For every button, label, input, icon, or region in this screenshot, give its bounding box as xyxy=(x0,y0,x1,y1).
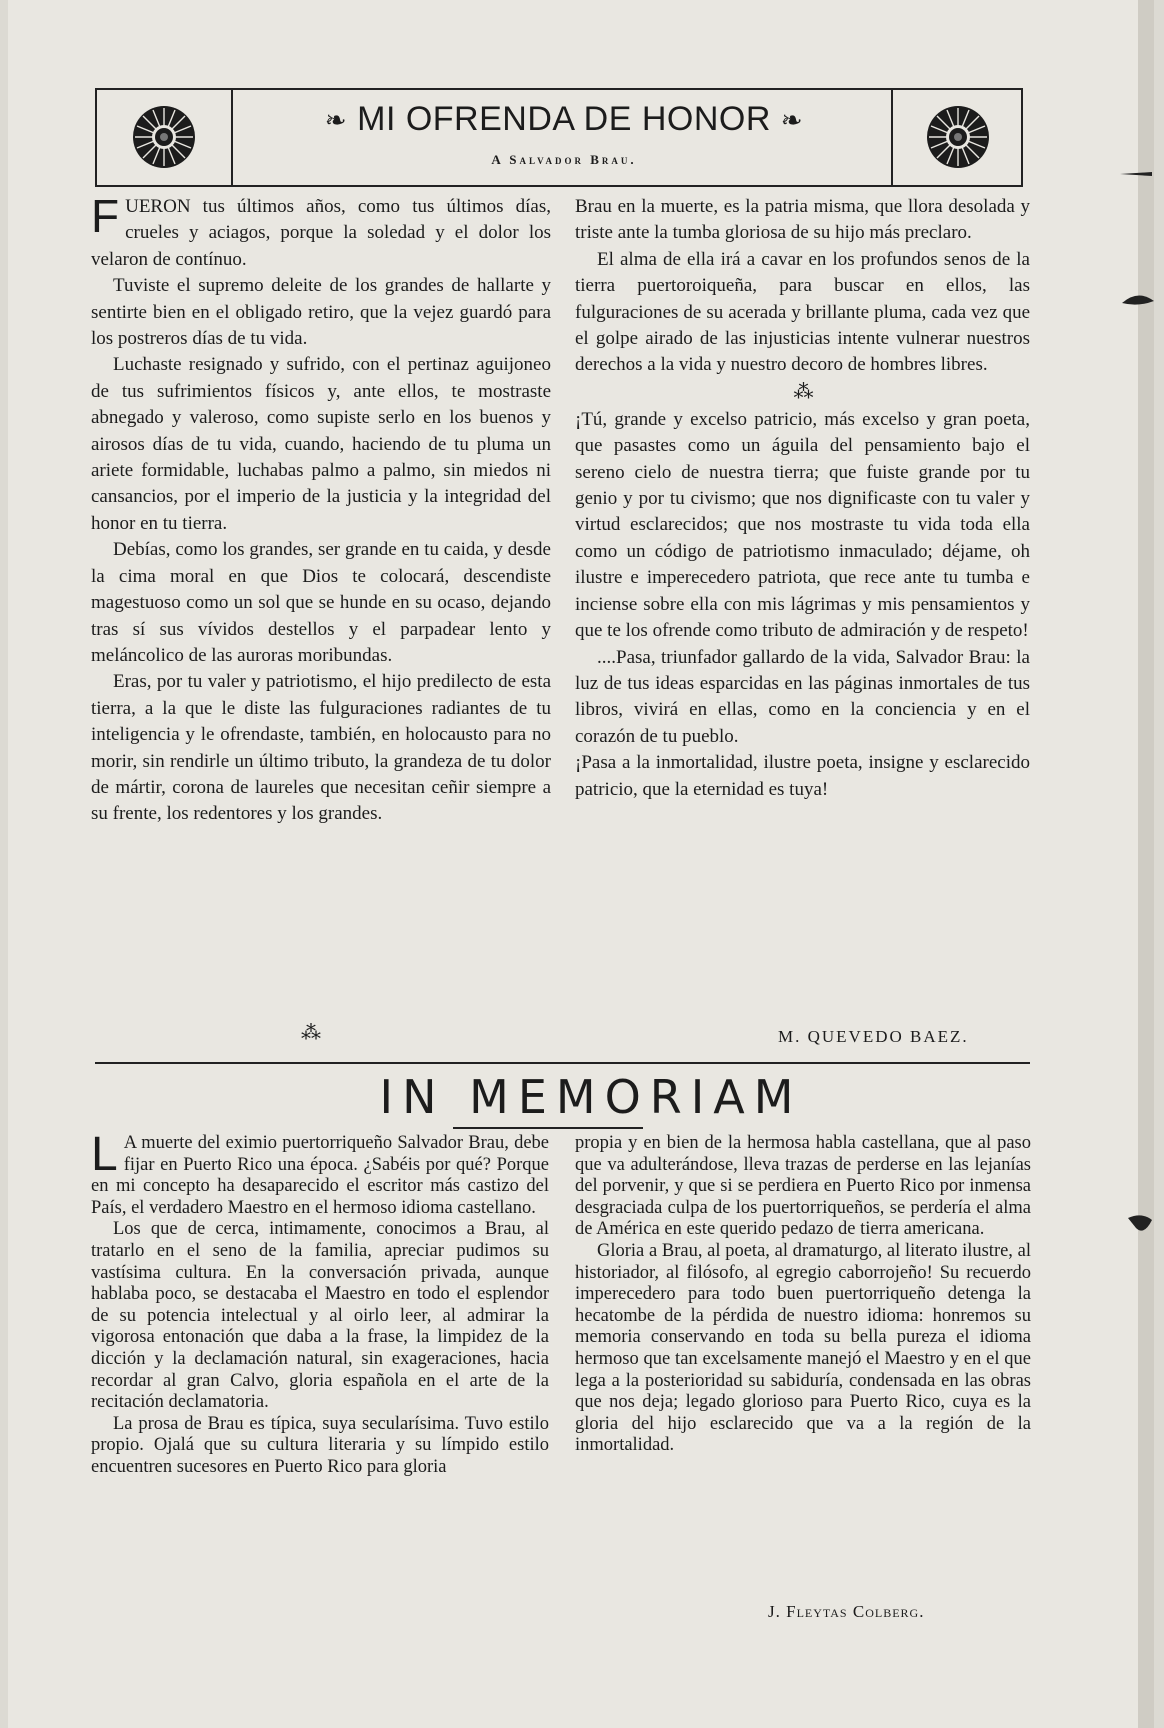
rosette-icon xyxy=(923,102,993,172)
paragraph: Los que de cerca, intimamente, conocimos a Brau, al tratarlo en el seno de la familia, apreciar pudimos su vastísima cultura. En la conversación privada, aunque hablaba poco, se destacaba el Maestro en todo el esplendor de su potencia intelectual y al oirlo leer, al admirar la vigorosa entonación que daba a la frase, la limpidez de la dicción y la declamación natural, sin exageraciones, hacia recordar al gran Calvo, gloria española en el arte de la recitación declamatoria. xyxy=(91,1219,549,1413)
article-header xyxy=(95,88,1023,187)
section-divider xyxy=(95,1062,1030,1064)
asterism: ⁂ xyxy=(793,380,812,403)
paragraph: Tuviste el supremo deleite de los grandes de hallarte y sentirte bien en el obligado retiro, que la vejez guardó para los postreros días de tu vida. xyxy=(91,275,551,350)
paragraph: Eras, por tu valer y patriotismo, el hijo predilecto de esta tierra, a la que le diste las fulguraciones radiantes de tu inteligencia y le ofrendaste, también, en holocausto para no morir, sin rendirle un último tributo, la grandeza de tu dolor de mártir, corona de laureles que necesitan ceñir siempre a su frente, los redentores y los grandes. xyxy=(91,671,551,825)
header-left-panel xyxy=(97,90,233,185)
paragraph: Luchaste resignado y sufrido, con el pertinaz aguijoneo de tus sufrimientos físicos y, ante ellos, te mostraste abnegado y valeroso, como supiste serlo en los buenos y airosos días de tu vida, cuando, haciendo de tu pluma un ariete formidable, luchabas palmo a palmo, sin miedos ni cansancios, por el imperio de la justicia y la integridad del honor en tu tierra. xyxy=(91,354,551,534)
paragraph: ....Pasa, triunfador gallardo de la vida, Salvador Brau: la luz de tus ideas esparcidas en las páginas inmortales de tus libros, vivirá en ellas, como en la conciencia y en el corazón de tu pueblo. xyxy=(575,646,1030,747)
paragraph: Brau en la muerte, es la patria misma, que llora desolada y triste ante la tumba gloriosa de su hijo más preclaro. xyxy=(575,196,1030,244)
article-dedication: A Salvador Brau. xyxy=(491,152,637,167)
binding-mark-icon xyxy=(1120,285,1154,315)
rosette-icon xyxy=(129,102,199,172)
page-edge xyxy=(1138,0,1154,1728)
memoriam-title: IN MEMORIAM xyxy=(379,1070,803,1124)
fleuron-icon: ❧ xyxy=(324,106,348,137)
article2-column-left xyxy=(91,1128,549,1479)
paragraph: FUERON tus últimos años, como tus últimos días, crueles y aciagos, porque la soledad y el dolor los velaron de contínuo. xyxy=(91,190,551,270)
paragraph: La prosa de Brau es típica, suya secularísima. Tuvo estilo propio. Ojalá que su cultura literaria y su límpido estilo encuentren sucesores en Puerto Rico para gloria xyxy=(91,1413,549,1477)
title-underline xyxy=(453,1127,643,1129)
paragraph: Gloria a Brau, al poeta, al dramaturgo, al literato ilustre, al historiador, al filósofo, al egregio caborrojeño! Su recuerdo imperecedero para todo buen puertorriqueño detenga la hecatombe de la pérdida de nuestro idioma: honremos su memoria conservando en toda su bella pureza el idioma hermoso que tan excelsamente manejó el Maestro y en el que lega a la posterioridad su sabiduría, condensada en las obras que nos deja; legado glorioso para Puerto Rico, cuya es la gloria del hijo esclarecido que va a la región de la inmortalidad. xyxy=(575,1240,1031,1456)
binding-mark-icon xyxy=(1126,1210,1154,1238)
header-right-panel xyxy=(891,90,1021,185)
article2-column-right xyxy=(575,1133,1031,1457)
paragraph: Debías, como los grandes, ser grande en tu caida, y desde la cima moral en que Dios te colocará, descendiste magestuoso como un sol que se hunde en su ocaso, dejando tras sí sus vívidos destellos y el parpadear lento y meláncolico de las auroras moribundas. xyxy=(91,539,551,666)
author-signature: J. Fleytas Colberg. xyxy=(768,1602,925,1621)
paragraph: L A muerte del eximio puertorriqueño Salvador Brau, debe fijar en Puerto Rico una época. ¿Sabéis por qué? Porque en mi concepto ha desaparecido el escritor más castizo del País, el verdadero Maestro en el hermoso idioma castellano. xyxy=(91,1128,549,1218)
page xyxy=(8,0,1154,1728)
paragraph: ¡Tú, grande y excelso patricio, más excelso y gran poeta, que pasastes como un águila del pensamiento bajo el sereno cielo de nuestra tierra; que fuiste grande por tu genio y por tu civismo; que nos dignificaste con tu valer y virtud esclarecidos; que nos mostraste tu vida toda ella como un código de patriotismo inmaculado; déjame, oh ilustre e imperecedero patriota, que rece ante tu tumba e inciense sobre ella con mis lágrimas y mis pensamientos y que te los ofrende como tributo de admiración y de respeto! xyxy=(575,408,1030,642)
article1-column-left xyxy=(91,190,551,828)
article1-column-right xyxy=(575,194,1030,803)
asterism: ⁂ xyxy=(301,1022,319,1044)
article-title xyxy=(247,100,881,139)
drop-cap: L xyxy=(91,1128,118,1181)
paragraph: El alma de ella irá a cavar en los profundos senos de la tierra puertoroiqueña, para buscar en ellos, las fulguraciones de su acerada y brillante pluma, cada vez que el golpe airado de las injusticias intente vulnerar nuestros derechos a la vida y nuestro decoro de hombres libres. xyxy=(575,248,1030,376)
paragraph: ¡Pasa a la inmortalidad, ilustre poeta, insigne y esclarecido patricio, que la eternidad es tuya! xyxy=(575,752,1030,800)
drop-cap: F xyxy=(91,190,120,242)
author-signature: M. QUEVEDO BAEZ. xyxy=(778,1027,969,1046)
fleuron-icon: ❧ xyxy=(780,106,804,137)
binding-mark-icon xyxy=(1118,160,1154,190)
paragraph: propia y en bien de la hermosa habla castellana, que al paso que va adulterándose, lleva trazas de perderse en las lejanías del porvenir, y que si se perdiera en Puerto Rico por inmensa desgraciada culpa de los puertorriqueños, se perdería el alma de América en este querido pedazo de tierra americana. xyxy=(575,1133,1031,1240)
title-text: MI OFRENDA DE HONOR xyxy=(357,100,771,138)
